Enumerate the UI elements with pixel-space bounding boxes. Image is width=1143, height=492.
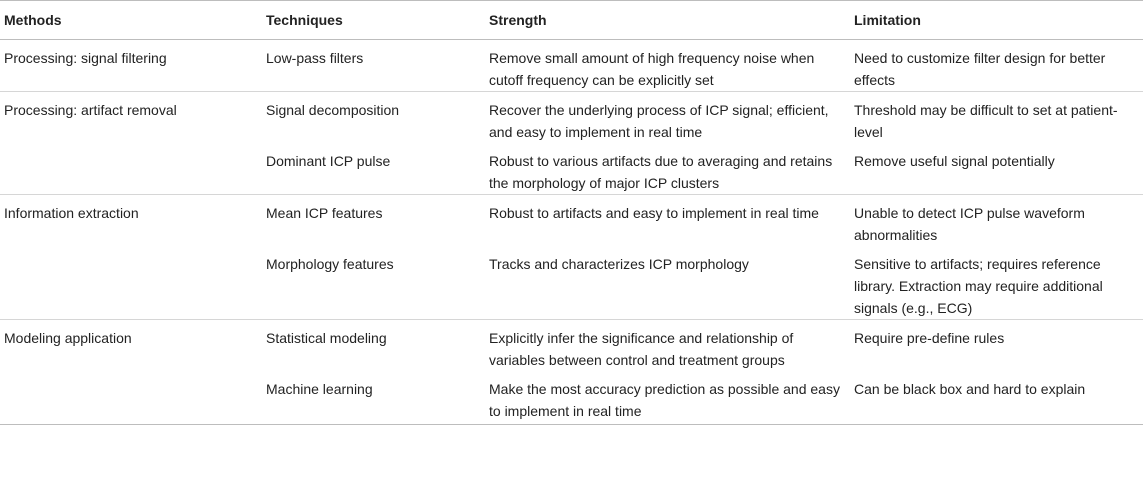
cell-technique: Machine learning xyxy=(262,371,485,425)
cell-method: Processing: artifact removal xyxy=(0,92,262,144)
table-row xyxy=(0,40,1143,92)
cell-technique: Signal decomposition xyxy=(262,92,485,144)
cell-limitation: Unable to detect ICP pulse waveform abnormalities xyxy=(850,195,1143,247)
cell-limitation: Require pre-define rules xyxy=(850,320,1143,372)
cell-limitation: Need to customize filter design for better effects xyxy=(854,50,1106,88)
table-row xyxy=(0,246,1143,320)
cell-method: Processing: signal filtering xyxy=(4,50,167,66)
table-row xyxy=(0,195,1143,247)
cell-technique: Mean ICP features xyxy=(262,195,485,247)
cell-strength: Tracks and characterizes ICP morphology xyxy=(489,256,749,272)
header-methods: Methods xyxy=(0,1,262,40)
table-row xyxy=(0,371,1143,425)
header-techniques: Techniques xyxy=(262,1,485,40)
cell-method: Information extraction xyxy=(0,195,262,247)
header-limitation: Limitation xyxy=(850,1,1143,40)
table-row xyxy=(0,320,1143,372)
cell-strength: Robust to artifacts and easy to implement in real time xyxy=(485,195,850,247)
cell-technique: Low-pass filters xyxy=(266,50,364,66)
cell-method xyxy=(0,143,262,195)
cell-method xyxy=(0,371,262,425)
header-row xyxy=(0,1,1143,40)
cell-technique: Dominant ICP pulse xyxy=(266,153,391,169)
table-row xyxy=(0,92,1143,144)
cell-limitation: Sensitive to artifacts; requires reference library. Extraction may require additional signals (e.g., ECG) xyxy=(854,256,1103,316)
cell-strength: Explicitly infer the significance and relationship of variables between control and treatment groups xyxy=(485,320,850,372)
cell-method xyxy=(0,246,262,320)
cell-limitation: Can be black box and hard to explain xyxy=(850,371,1143,425)
cell-strength: Robust to various artifacts due to averaging and retains the morphology of major ICP clusters xyxy=(489,153,833,191)
cell-limitation: Remove useful signal potentially xyxy=(854,153,1055,169)
cell-method: Modeling application xyxy=(0,320,262,372)
cell-strength: Make the most accuracy prediction as possible and easy to implement in real time xyxy=(485,371,850,425)
cell-strength: Recover the underlying process of ICP signal; efficient, and easy to implement in real time xyxy=(485,92,850,144)
cell-technique: Morphology features xyxy=(266,256,394,272)
table-row xyxy=(0,143,1143,195)
header-strength: Strength xyxy=(485,1,850,40)
cell-technique: Statistical modeling xyxy=(262,320,485,372)
cell-limitation: Threshold may be difficult to set at patient-level xyxy=(850,92,1143,144)
cell-strength: Remove small amount of high frequency noise when cutoff frequency can be explicitly set xyxy=(489,50,815,88)
